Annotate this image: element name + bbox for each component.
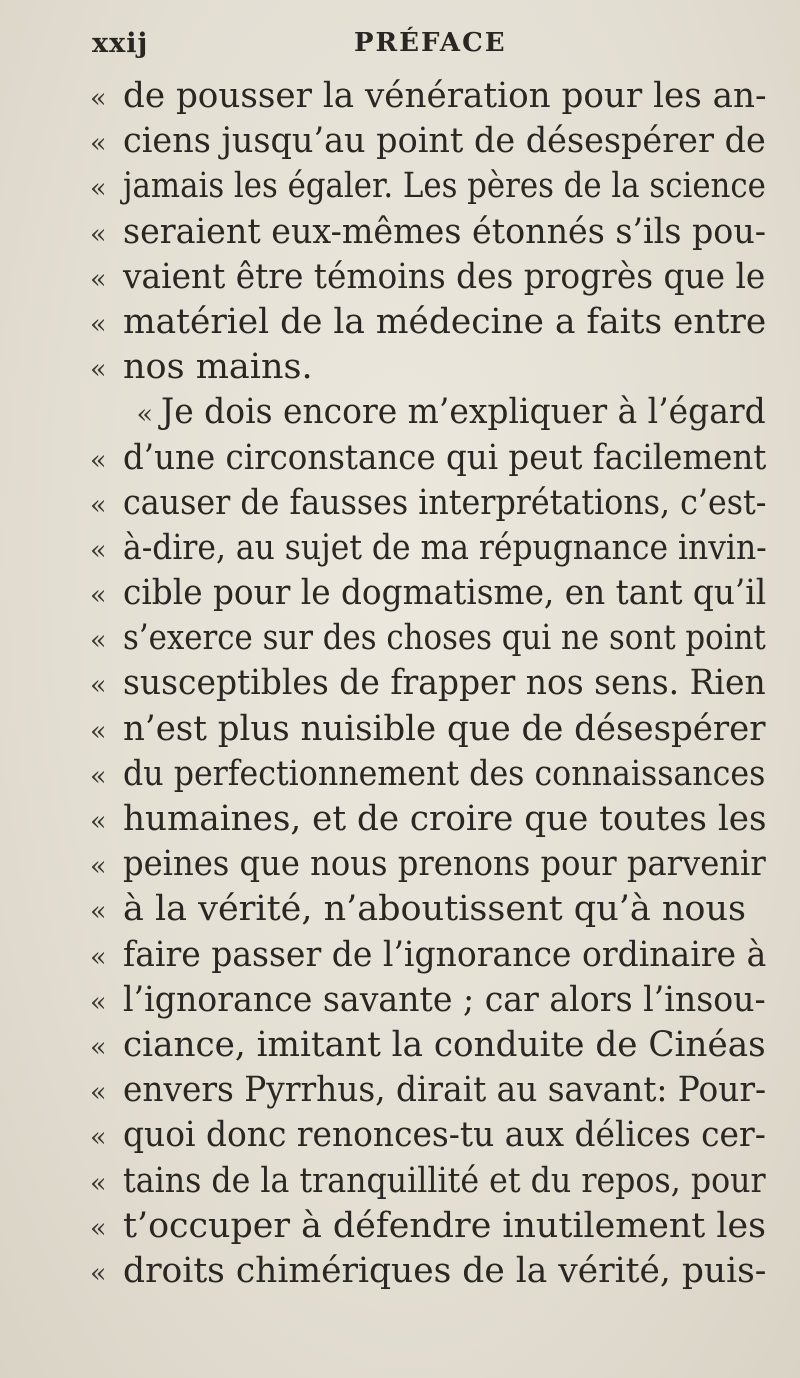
text-line <box>90 933 770 978</box>
quote-mark: « <box>90 715 107 747</box>
quote-mark: « <box>90 173 107 205</box>
line-text: matériel de la médecine a faits entre <box>123 301 767 342</box>
line-text: humaines, et de croire que toutes les <box>123 799 767 839</box>
quote-mark: « <box>90 1031 107 1063</box>
quote-mark: « <box>90 263 107 295</box>
body-text <box>90 74 770 1294</box>
line-text: s’exerce sur des choses qui ne sont point <box>123 618 766 659</box>
quote-mark: « <box>90 941 107 973</box>
quote-mark: « <box>90 444 107 476</box>
line-text: causer de fausses interprétations, c’est- <box>123 482 767 523</box>
text-line <box>90 74 770 119</box>
line-text: droits chimériques de la vérité, puis- <box>123 1250 767 1291</box>
line-text: à-dire, au sujet de ma répugnance invin- <box>123 527 767 568</box>
text-line <box>90 752 770 797</box>
text-line <box>90 481 770 526</box>
text-line <box>90 119 770 164</box>
line-text: seraient eux-mêmes étonnés s’ils pou- <box>123 211 767 252</box>
text-line <box>90 1159 770 1204</box>
quote-mark: « <box>90 489 107 521</box>
text-line-paragraph-start <box>90 390 770 435</box>
line-text: envers Pyrrhus, dirait au savant: Pour- <box>123 1070 767 1111</box>
text-line <box>90 797 770 842</box>
quote-mark: « <box>90 1257 107 1289</box>
line-text: n’est plus nuisible que de désespérer <box>123 708 766 749</box>
quote-mark: « <box>90 986 107 1018</box>
text-line <box>90 210 770 255</box>
text-line <box>90 1068 770 1113</box>
line-text: du perfectionnement des connaissances <box>123 753 766 794</box>
quote-mark: « <box>90 670 107 702</box>
line-text: ciens jusqu’au point de désespérer de <box>123 121 766 162</box>
quote-mark: « <box>90 308 107 340</box>
text-line <box>90 1023 770 1068</box>
text-line <box>90 164 770 209</box>
text-line <box>90 887 770 932</box>
text-line <box>90 255 770 300</box>
quote-mark: « <box>136 399 153 431</box>
line-text: d’une circonstance qui peut facilement <box>123 437 767 478</box>
line-text: Je dois encore m’expliquer à l’égard <box>161 392 766 433</box>
text-line <box>90 345 770 390</box>
line-text: susceptibles de frapper nos sens. Rien <box>123 663 766 704</box>
quote-mark: « <box>90 83 107 114</box>
quote-mark: « <box>90 128 107 160</box>
page-header <box>92 28 712 64</box>
line-text: vaient être témoins des progrès que le <box>123 256 766 297</box>
line-text: l’ignorance savante ; car alors l’insou- <box>123 979 766 1020</box>
quote-mark: « <box>90 896 107 928</box>
line-text: ciance, imitant la conduite de Cinéas <box>123 1024 766 1065</box>
text-line <box>90 842 770 887</box>
line-text: peines que nous prenons pour parvenir <box>123 844 766 885</box>
text-line <box>90 1113 770 1158</box>
line-text: de pousser la vénération pour les an- <box>123 76 767 116</box>
line-text: nos mains. <box>123 347 313 388</box>
line-text: jamais les égaler. Les pères de la science <box>123 166 766 207</box>
text-line <box>90 661 770 706</box>
line-text: faire passer de l’ignorance ordinaire à <box>123 934 767 975</box>
line-text: cible pour le dogmatisme, en tant qu’il <box>123 573 767 614</box>
text-line <box>90 616 770 661</box>
quote-mark: « <box>90 580 107 612</box>
text-line <box>90 1249 770 1294</box>
text-line <box>90 978 770 1023</box>
line-text: tains de la tranquillité et du repos, pour <box>123 1160 766 1201</box>
quote-mark: « <box>90 760 107 792</box>
quote-mark: « <box>90 806 107 837</box>
quote-mark: « <box>90 851 107 883</box>
quote-mark: « <box>90 1167 107 1199</box>
text-line <box>90 526 770 571</box>
quote-mark: « <box>90 354 107 386</box>
text-line <box>90 707 770 752</box>
text-line <box>90 436 770 481</box>
page-number: xxij <box>92 28 149 59</box>
line-text: quoi donc renonces-tu aux délices cer- <box>123 1115 766 1156</box>
line-text: t’occuper à défendre inutilement les <box>123 1205 766 1246</box>
quote-mark: « <box>90 625 107 657</box>
text-line <box>90 571 770 616</box>
text-line <box>90 1204 770 1249</box>
quote-mark: « <box>90 218 107 250</box>
text-line <box>90 300 770 345</box>
quote-mark: « <box>90 1212 107 1244</box>
quote-mark: « <box>90 534 107 566</box>
quote-mark: « <box>90 1077 107 1109</box>
quote-mark: « <box>90 1122 107 1154</box>
running-title: PRÉFACE <box>354 28 507 58</box>
line-text: à la vérité, n’aboutissent qu’à nous <box>123 889 746 930</box>
